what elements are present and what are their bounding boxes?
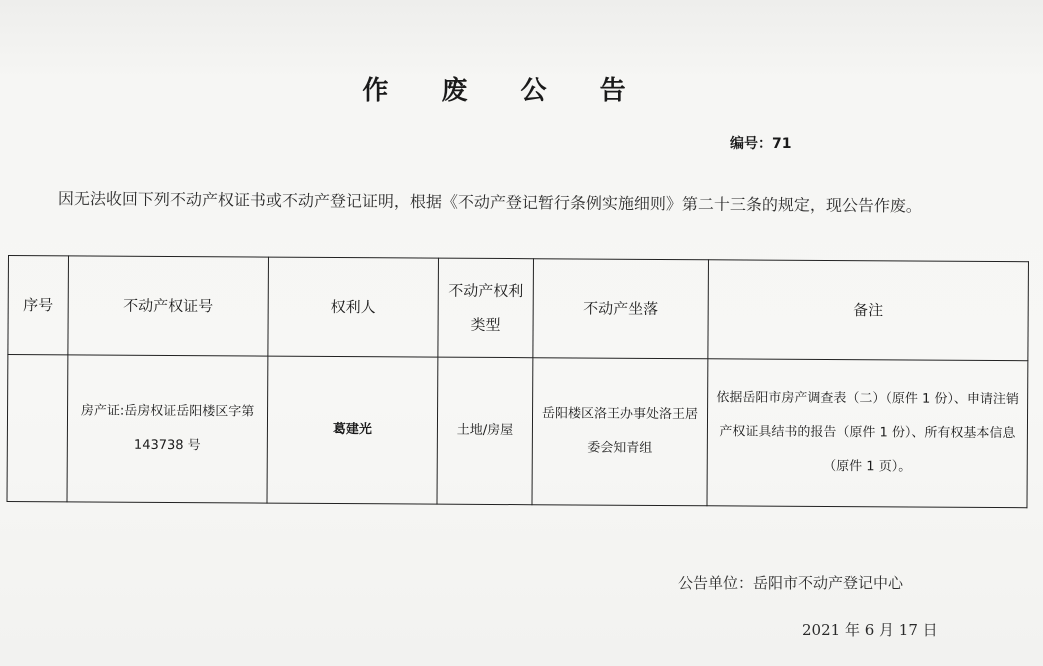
cell-holder: 葛建光 [267,356,438,504]
serial-number: 编号：71 [730,136,792,152]
intro-paragraph: 因无法收回下列不动产权证书或不动产登记证明，根据《不动产登记暂行条例实施细则》第二十三条的规定，现公告作废。 [57,188,922,216]
issue-date: 2021 年 6 月 17 日 [802,621,938,639]
void-notice-table-wrapper [6,255,1034,523]
issuing-unit: 公告单位：岳阳市不动产登记中心 [678,574,904,592]
cell-location: 岳阳楼区洛王办事处洛王居委会知青组 [532,358,708,506]
cell-note: 依据岳阳市房产调查表（二）（原件 1 份）、申请注销产权证具结书的报告（原件 1 份）、所有权基本信息（原件 1 页）。 [707,359,1028,508]
cell-cert-no: 房产证:岳房权证岳阳楼区字第143738 号 [67,355,268,503]
void-notice-table [6,255,1028,508]
header-seq: 序号 [8,256,69,355]
header-note: 备注 [708,260,1029,361]
header-right-type: 不动产权利类型 [438,258,534,358]
table-row [7,355,1028,508]
header-location: 不动产坐落 [533,259,709,359]
page-title: 作 废 公 告 [362,76,648,106]
table-header-row [8,256,1029,361]
header-holder: 权利人 [268,257,439,357]
header-cert-no: 不动产权证号 [68,256,269,356]
cell-seq [7,355,68,502]
cell-right-type: 土地/房屋 [437,357,533,505]
